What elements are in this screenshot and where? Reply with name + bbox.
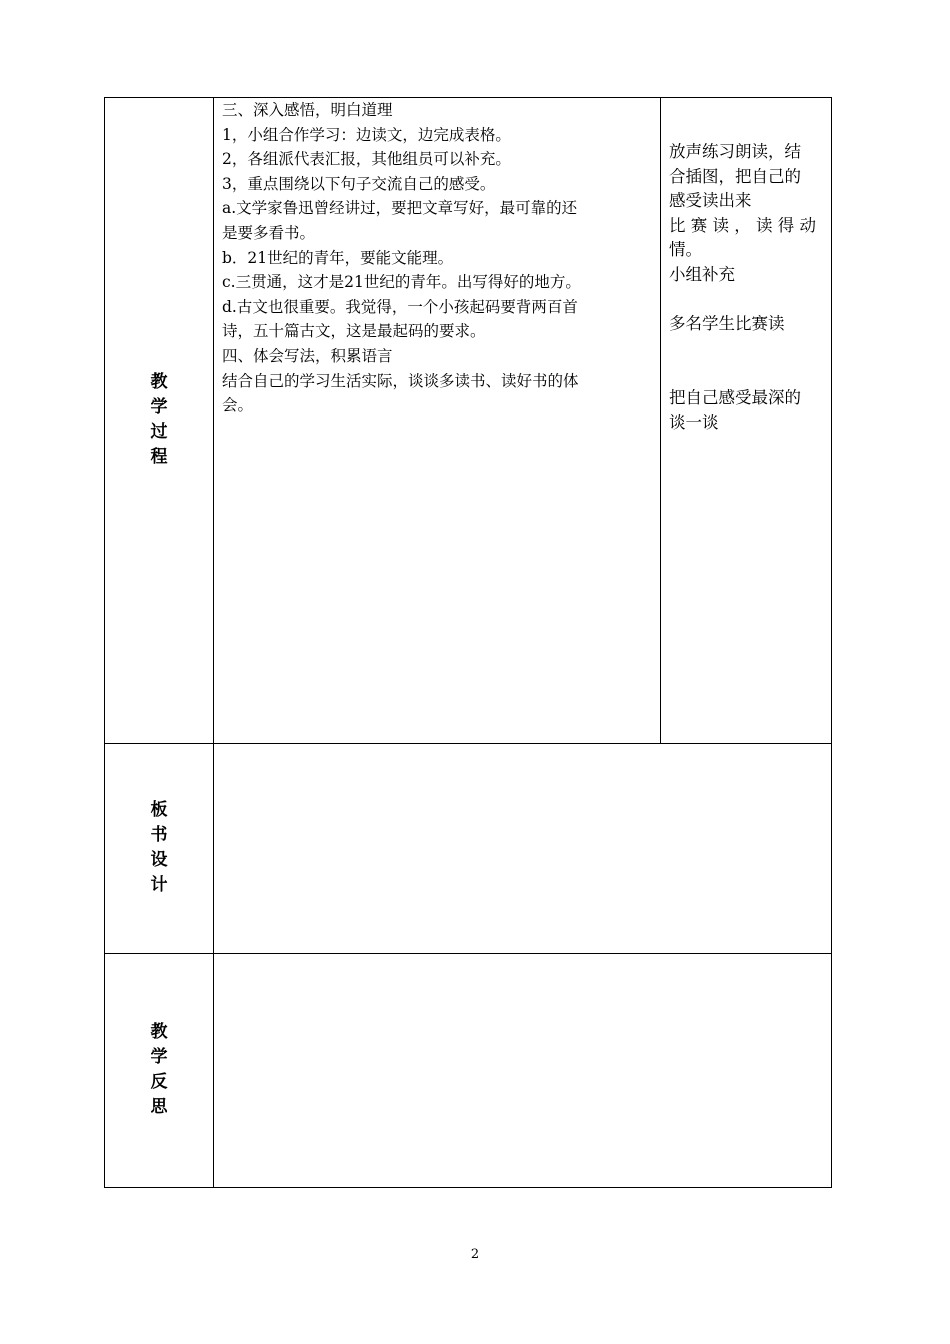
side-line: 多名学生比赛读 (669, 314, 785, 334)
label-char: 书 (150, 825, 168, 845)
content-line: 会。 (222, 396, 254, 415)
side-line: 合插图，把自己的 (669, 166, 801, 186)
content-line: 1，小组合作学习：边读文，边完成表格。 (222, 125, 511, 144)
side-line: 小组补充 (669, 264, 735, 284)
side-line: 感受读出来 (669, 191, 752, 211)
side-line: 放声练习朗读，结 (669, 142, 801, 161)
content-line: 三、深入感悟，明白道理 (222, 101, 393, 119)
content-line: 是要多看书。 (222, 223, 316, 242)
content-line: c.三贯通，这才是21世纪的青年。出写得好的地方。 (222, 273, 581, 292)
side-line (669, 288, 827, 313)
content-line: d.古文也很重要。我觉得，一个小孩起码要背两百首 (222, 297, 578, 316)
side-line: 把自己感受最深的 (669, 387, 801, 407)
label-char: 板 (150, 800, 168, 820)
content-line: a.文学家鲁迅曾经讲过，要把文章写好，最可靠的还 (222, 199, 578, 218)
label-char: 反 (150, 1072, 168, 1092)
content-line: 诗，五十篇古文，这是最起码的要求。 (222, 322, 486, 341)
board-design-label (105, 798, 213, 898)
label-char: 学 (150, 397, 168, 417)
side-column-divider (660, 97, 661, 744)
page-number: 2 (470, 1247, 480, 1262)
label-char: 教 (150, 372, 168, 392)
label-char: 学 (150, 1047, 168, 1067)
side-line: 谈一谈 (669, 412, 719, 432)
content-line: 3，重点围绕以下句子交流自己的感受。 (222, 174, 496, 193)
label-char: 教 (150, 1022, 168, 1042)
label-char: 设 (150, 850, 168, 870)
teaching-reflection-content (214, 954, 831, 1187)
label-char: 计 (150, 875, 168, 895)
teaching-process-content (222, 98, 656, 418)
content-line: 结合自己的学习生活实际，谈谈多读书、读好书的体 (222, 371, 579, 390)
student-activity-content (669, 140, 827, 435)
board-design-content (214, 744, 831, 953)
teaching-reflection-label (105, 1020, 213, 1120)
teaching-process-label (105, 370, 213, 470)
side-line: 情。 (669, 240, 702, 260)
table-border-right (831, 97, 832, 1188)
label-char: 程 (150, 447, 168, 467)
side-line (669, 361, 827, 386)
label-char: 思 (150, 1097, 168, 1117)
label-char: 过 (150, 422, 168, 442)
side-line (669, 337, 827, 362)
content-line: 2，各组派代表汇报，其他组员可以补充。 (222, 150, 511, 169)
content-line: 四、体会写法，积累语言 (222, 346, 393, 365)
side-line: 比 赛 读 ， 读 得 动 (669, 215, 816, 235)
content-line: b．21世纪的青年，要能文能理。 (222, 248, 454, 267)
